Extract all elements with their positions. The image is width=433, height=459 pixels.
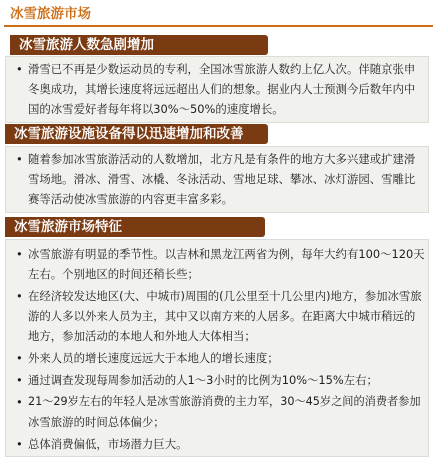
bullet-marker: • bbox=[16, 62, 23, 76]
section-header-market-features: 冰雪旅游市场特征 bbox=[5, 217, 265, 237]
page-title: 冰雪旅游市场 bbox=[10, 6, 91, 22]
text-line: 冰雪旅游有明显的季节性。以吉林和黑龙江两省为例，每年大约有100～120天 bbox=[28, 247, 425, 261]
text-line: 随着参加冰雪旅游活动的人数增加，北方凡是有条件的地方大多兴建或扩建滑 bbox=[28, 152, 416, 166]
text-line: 通过调查发现每周参加活动的人1～3小时的比例为10%～15%左右； bbox=[28, 373, 378, 387]
text-line: 地方，参加活动的本地人和外地人大体相当； bbox=[28, 329, 256, 343]
text-line: 冰雪旅游的时间总体偏少； bbox=[28, 415, 165, 429]
bullet-marker: • bbox=[16, 152, 23, 166]
bullet-marker: • bbox=[16, 289, 23, 303]
text-line: 国的冰雪爱好者每年将以30%～50%的速度增长。 bbox=[28, 102, 284, 116]
bullet-marker: • bbox=[16, 437, 23, 451]
section-box-visitor-growth bbox=[5, 56, 429, 123]
bullet-marker: • bbox=[16, 351, 23, 365]
text-line: 滑雪已不再是少数运动员的专利，全国冰雪旅游人数约上亿人次。伴随京张申 bbox=[28, 62, 416, 76]
section-box-facilities bbox=[5, 146, 429, 213]
bullet-marker: • bbox=[16, 395, 23, 409]
text-line: 雪场地。滑冰、滑雪、冰橇、冬泳活动、雪地足球、攀冰、冰灯游园、雪雕比 bbox=[28, 172, 416, 186]
title-underline bbox=[4, 25, 433, 27]
bullet-marker: • bbox=[16, 247, 23, 261]
section-box-market-features bbox=[5, 239, 429, 457]
section-header-facilities: 冰雪旅游设施设备得以迅速增加和改善 bbox=[5, 124, 268, 144]
text-line: 外来人员的增长速度远远大于本地人的增长速度； bbox=[28, 351, 279, 365]
text-line: 在经济较发达地区(大、中城市)周围的(几公里至十几公里内)地方，参加冰雪旅 bbox=[28, 289, 422, 303]
text-line: 冬奥成功，其增长速度将远远超出人们的想象。据业内人士预测今后数年内中 bbox=[28, 82, 416, 96]
bullet-marker: • bbox=[16, 373, 23, 387]
text-line: 赛等活动使冰雪旅游的内容更丰富多彩。 bbox=[28, 192, 234, 206]
text-line: 左右。个别地区的时间还稍长些； bbox=[28, 267, 199, 281]
text-line: 21～29岁左右的年轻人是冰雪旅游消费的主力军，30～45岁之间的消费者参加 bbox=[28, 395, 421, 408]
section-header-visitor-growth: 冰雪旅游人数急剧增加 bbox=[10, 35, 268, 55]
text-line: 游的人多以外来人员为主，其中又以南方来的人居多。在距离大中城市稍远的 bbox=[28, 309, 416, 323]
text-line: 总体消费偏低，市场潜力巨大。 bbox=[28, 437, 188, 451]
